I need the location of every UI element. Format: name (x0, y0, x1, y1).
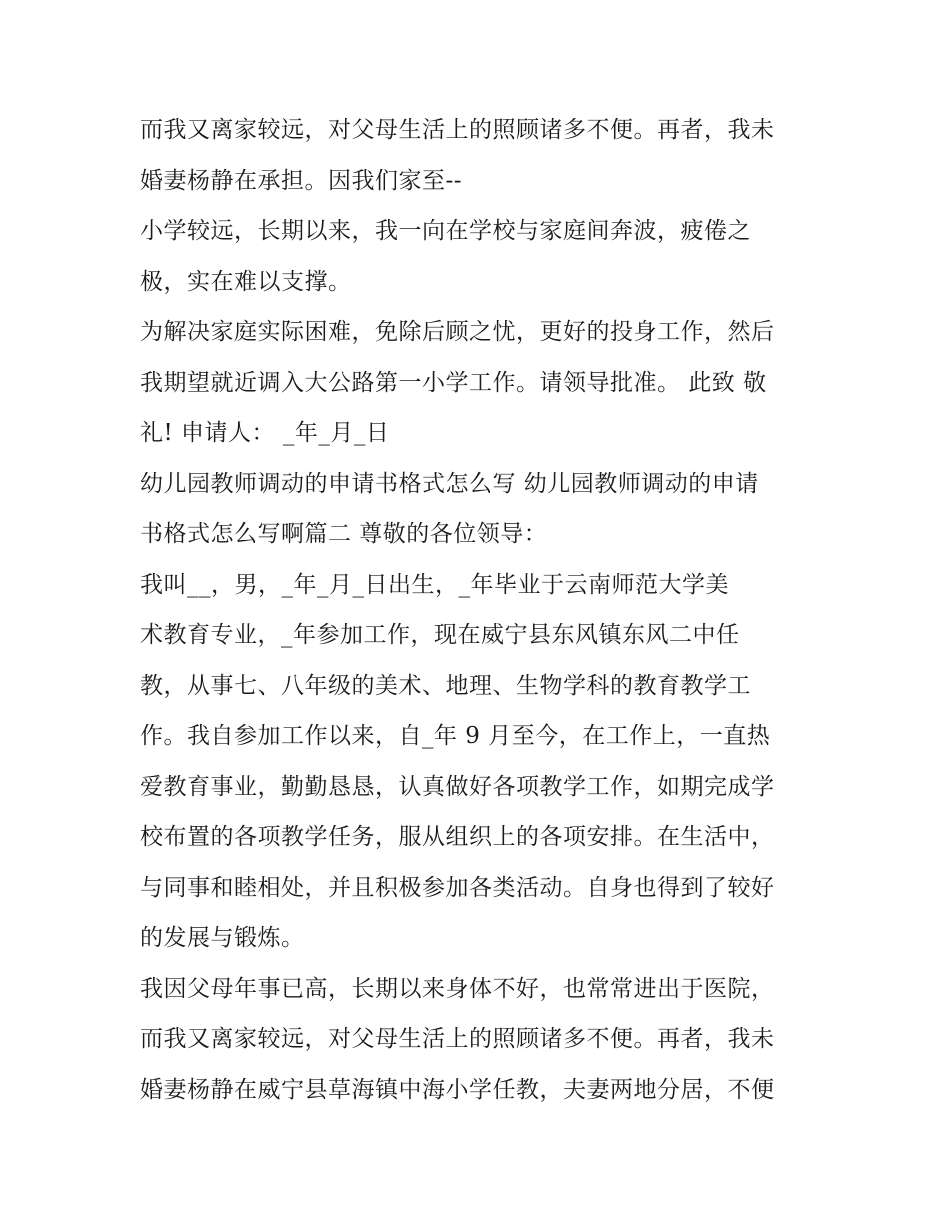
text-line: 书格式怎么写啊篇二 尊敬的各位领导： (140, 521, 548, 547)
text-line: 幼儿园教师调动的申请书格式怎么写 幼儿园教师调动的申请 (140, 470, 759, 497)
text-line: 婚妻杨静在威宁县草海镇中海小学任教，夫妻两地分居，不便 (140, 1076, 775, 1103)
text-line: 作。我自参加工作以来，自_年 9 月至今，在工作上，一直热 (140, 723, 771, 749)
document-body (140, 105, 820, 1115)
text-line: 教，从事七、八年级的美术、地理、生物学科的教育教学工 (140, 672, 751, 699)
text-line: 婚妻杨静在承担。因我们家至-- (140, 167, 463, 194)
text-line: 我因父母年事已高，长期以来身体不好，也常常进出于医院， (140, 975, 775, 1002)
text-line: 我期望就近调入大公路第一小学工作。请领导批准。 此致 敬 (140, 369, 767, 396)
text-line: 极，实在难以支撑。 (140, 268, 352, 295)
text-line: 爱教育事业，勤勤恳恳，认真做好各项教学工作，如期完成学 (140, 773, 775, 800)
text-line: 礼! 申请人： _年_月_日 (140, 420, 390, 446)
text-line: 与同事和睦相处，并且积极参加各类活动。自身也得到了较好 (140, 874, 775, 901)
text-line: 而我又离家较远，对父母生活上的照顾诸多不便。再者，我未 (140, 1026, 775, 1052)
text-line: 为解决家庭实际困难，免除后顾之忧，更好的投身工作，然后 (140, 319, 775, 345)
text-line: 我叫__，男，_年_月_日出生，_年毕业于云南师范大学美 (140, 571, 729, 598)
text-line: 的发展与锻炼。 (140, 925, 305, 951)
text-line: 校布置的各项教学任务，服从组织上的各项安排。在生活中， (140, 824, 775, 850)
text-line: 而我又离家较远，对父母生活上的照顾诸多不便。再者，我未 (140, 117, 775, 143)
text-line: 小学较远，长期以来，我一向在学校与家庭间奔波，疲倦之 (140, 218, 751, 244)
text-line: 术教育专业，_年参加工作，现在威宁县东风镇东风二中任 (140, 622, 740, 648)
